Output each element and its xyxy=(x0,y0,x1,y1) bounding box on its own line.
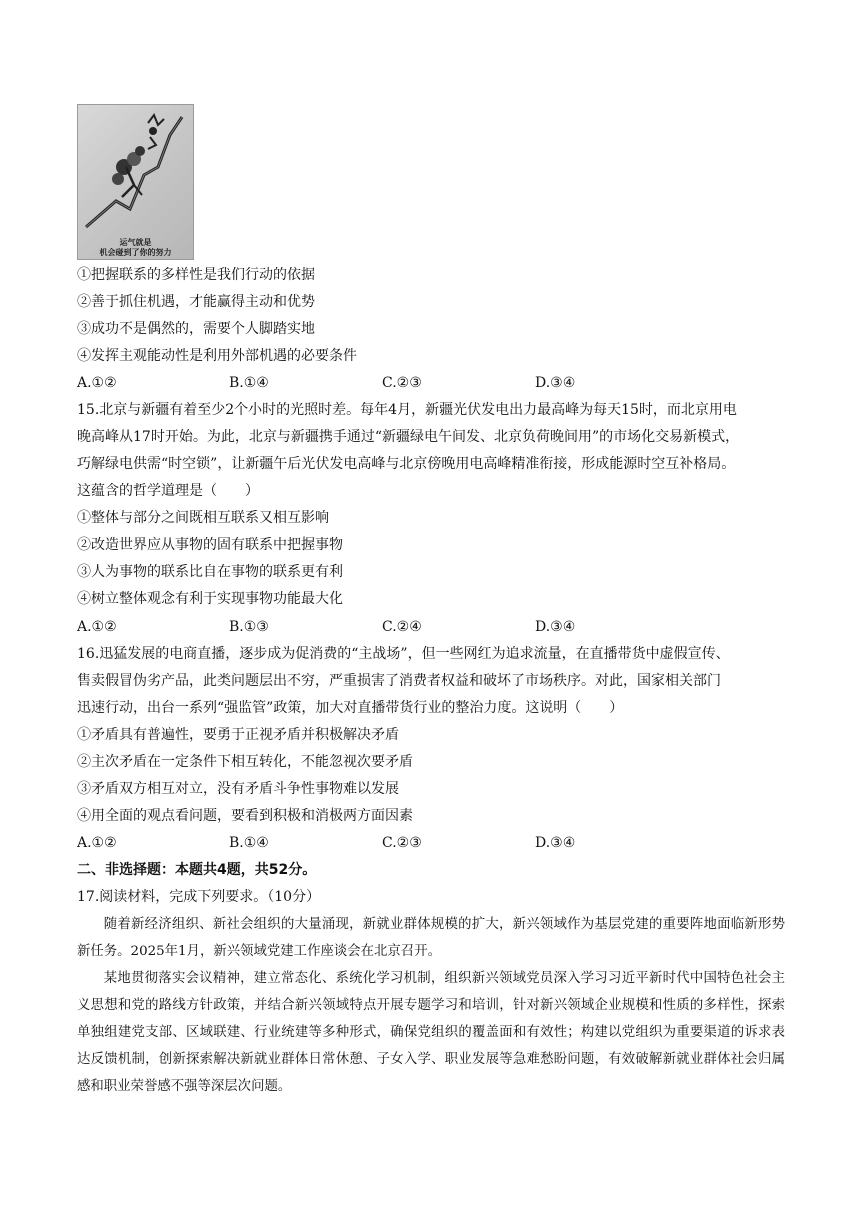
q16-option-3: ③矛盾双方相互对立，没有矛盾斗争性事物难以发展 xyxy=(77,781,399,797)
q15-stem-line-3: 巧解绿电供需“时空锁”，让新疆午后光伏发电高峰与北京傍晚用电高峰精准衔接，形成能源时空互补格局。 xyxy=(77,456,736,472)
q16-option-4: ④用全面的观点看问题，要看到积极和消极两方面因素 xyxy=(77,808,413,824)
q15-choice-c[interactable]: C.②④ xyxy=(382,619,422,635)
figure-caption-line-1: 运气就是 xyxy=(119,237,152,247)
q14-option-4: ④发挥主观能动性是利用外部机遇的必要条件 xyxy=(77,348,357,364)
figure-caption xyxy=(78,237,193,257)
q16-option-1: ①矛盾具有普遍性，要勇于正视矛盾并积极解决矛盾 xyxy=(77,727,399,743)
q14-option-3: ③成功不是偶然的，需要个人脚踏实地 xyxy=(77,321,315,337)
q15-stem-line-1: 15.北京与新疆有着至少2个小时的光照时差。每年4月，新疆光伏发电出力最高峰为每天15时，而北京用电 xyxy=(77,402,737,418)
q16-option-2: ②主次矛盾在一定条件下相互转化，不能忽视次要矛盾 xyxy=(77,754,413,770)
climbing-figure-illustration xyxy=(78,105,193,259)
q14-choice-a[interactable]: A.①② xyxy=(77,375,117,391)
q17-title: 17.阅读材料，完成下列要求。（10分） xyxy=(77,889,321,905)
q15-option-3: ③人为事物的联系比自在事物的联系更有利 xyxy=(77,564,343,580)
q15-stem-line-4: 这蕴含的哲学道理是（ ） xyxy=(77,483,259,499)
q15-option-1: ①整体与部分之间既相互联系又相互影响 xyxy=(77,510,329,526)
q17-material-paragraph-2: 某地贯彻落实会议精神，建立常态化、系统化学习机制，组织新兴领域党员深入学习习近平新时代中国特色社会主义思想和党的路线方针政策，并结合新兴领域特点开展专题学习和培训，针对新兴领域企业规模和性质的多样性，探索单独组建党支部、区域联建、行业统建等多种形式，确保党组织的覆盖面和有效性；构建以党组织为重要渠道的诉求表达反馈机制，创新探索解决新就业群体日常休憩、子女入学、职业发展等急难愁盼问题，有效破解新就业群体社会归属感和职业荣誉感不强等深层次问题。 xyxy=(77,971,785,1094)
q16-choice-a[interactable]: A.①② xyxy=(77,835,117,851)
q15-choice-b[interactable]: B.①③ xyxy=(229,619,269,635)
q14-choice-b[interactable]: B.①④ xyxy=(229,375,269,391)
q17-material-paragraph-1: 随着新经济组织、新社会组织的大量涌现，新就业群体规模的扩大，新兴领域作为基层党建的重要阵地面临新形势新任务。2025年1月，新兴领域党建工作座谈会在北京召开。 xyxy=(77,917,785,959)
section-title: 二、非选择题：本题共4题，共52分。 xyxy=(77,862,317,878)
q15-choice-d[interactable]: D.③④ xyxy=(535,619,576,635)
q16-stem-line-3: 迅速行动，出台一系列“强监管”政策，加大对直播带货行业的整治力度。这说明（ ） xyxy=(77,700,624,716)
q15-option-4: ④树立整体观念有利于实现事物功能最大化 xyxy=(77,591,343,607)
figure-caption-line-2: 机会碰到了你的努力 xyxy=(99,247,172,257)
q16-stem-line-1: 16.迅猛发展的电商直播，逐步成为促消费的“主战场”，但一些网红为追求流量，在直播带货中虚假宣传、 xyxy=(77,646,730,662)
q14-option-2: ②善于抓住机遇，才能赢得主动和优势 xyxy=(77,294,315,310)
cartoon-figure xyxy=(77,104,194,260)
q16-choice-b[interactable]: B.①④ xyxy=(229,835,269,851)
q14-choice-d[interactable]: D.③④ xyxy=(535,375,576,391)
q16-choice-d[interactable]: D.③④ xyxy=(535,835,576,851)
q16-stem-line-2: 售卖假冒伪劣产品，此类问题层出不穷，严重损害了消费者权益和破坏了市场秩序。对此，国家相关部门 xyxy=(77,673,721,689)
q16-choice-c[interactable]: C.②③ xyxy=(382,835,422,851)
q14-option-1: ①把握联系的多样性是我们行动的依据 xyxy=(77,267,315,283)
q14-choice-c[interactable]: C.②③ xyxy=(382,375,422,391)
q15-option-2: ②改造世界应从事物的固有联系中把握事物 xyxy=(77,537,343,553)
q15-stem-line-2: 晚高峰从17时开始。为此，北京与新疆携手通过“新疆绿电午间发、北京负荷晚间用”的市场化交易新模式， xyxy=(77,429,740,445)
q15-choice-a[interactable]: A.①② xyxy=(77,619,117,635)
